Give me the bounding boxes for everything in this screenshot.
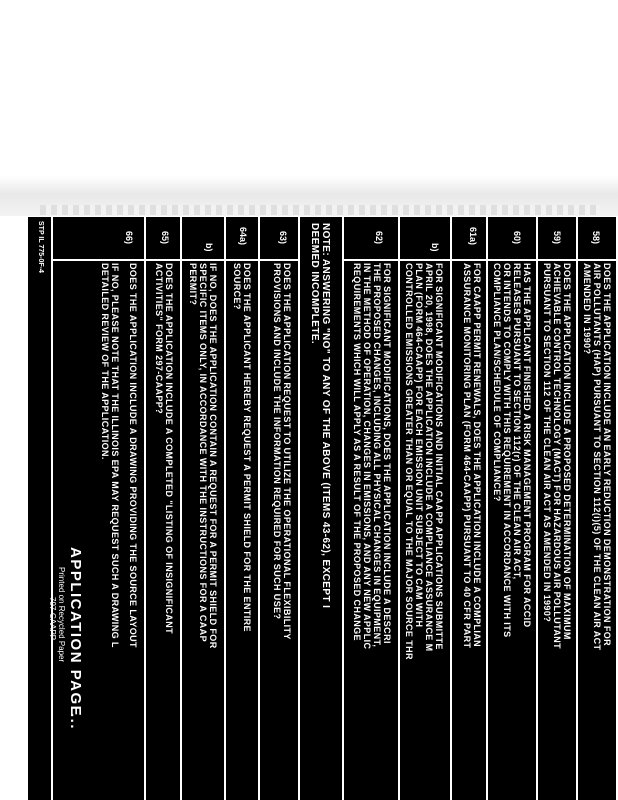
item-64b-number: b) — [204, 243, 214, 252]
item-66-line-2: IF NO, PLEASE NOTE THAT THE ILLINOIS EPA MAY REQUEST SUCH A DRAWING L — [110, 263, 120, 648]
item-64a-number: 64a) — [238, 227, 248, 246]
item-66-line-1: DOES THE APPLICATION INCLUDE A DRAWING PROVIDING THE SOURCE LAYOUT — [128, 263, 138, 648]
number-column-divider — [53, 259, 300, 261]
row-divider — [342, 217, 344, 800]
row-divider — [144, 217, 146, 800]
item-61a-line-1: FOR CAAPP PERMIT RENEWALS, DOES THE APPLICATION INCLUDE A COMPLIAN — [472, 263, 482, 648]
item-59-number: 59) — [552, 231, 562, 245]
item-61b-line-2: APRIL 20, 1998, DOES THE APPLICATION INCLUDE A COMPLIANCE ASSURANCE M — [424, 263, 434, 652]
item-59-line-1: DOES THE APPLICATION INCLUDE A PROPOSED DETERMINATION OF MAXIMUM — [562, 263, 572, 640]
item-61b-line-3: PLAN (FORM 464-CAAPP) FOR EACH EMISSION UNIT SUBJECT TO CAM WITH — [414, 263, 424, 628]
item-63-line-2: PROVISIONS AND INCLUDE THE INFORMATION REQUIRED FOR SUCH USE? — [272, 263, 282, 620]
item-59-line-2: ACHIEVABLE CONTROL TECHNOLOGY (MACT) FOR HAZARDOUS AIR POLLUTANT — [552, 263, 562, 650]
item-59-line-3: PURSUANT TO SECTION 112 OF THE CLEAN AIR ACT AS AMENDED IN 1990? — [542, 263, 552, 623]
item-60-line-4: COMPLIANCE PLAN/SCHEDULE OF COMPLIANCE? — [492, 263, 502, 502]
notice-line-1: NOTE: ANSWERING "NO" TO ANY OF THE ABOVE (ITEMS 43-62), EXCEPT I — [320, 223, 331, 609]
item-62-line-2: THE PROPOSED CHANGES, INCLUDING ALL PHYSICAL CHANGES IN EQUIPMENT, — [372, 263, 382, 648]
blank-top-margin — [0, 0, 618, 180]
row-divider — [224, 217, 226, 800]
item-63-line-1: DOES THE APPLICATION REQUEST TO UTILIZE THE OPERATIONAL FLEXIBILITY — [282, 263, 292, 640]
item-64b-line-2: SPECIFIC ITEMS ONLY, IN ACCORDANCE WITH THE INSTRUCTIONS FOR A CAAP — [198, 263, 208, 642]
page-title: APPLICATION PAGE — [67, 547, 84, 718]
row-divider — [398, 217, 400, 800]
item-60-line-2: RELEASES PURSUANT TO SECTION 112(r) OF THE CLEAN AIR ACT, — [512, 263, 522, 580]
form-code: 797-CAAPP — [48, 597, 57, 641]
item-64b-line-3: PERMIT? — [188, 263, 198, 306]
item-61b-number: b) — [430, 243, 440, 252]
item-62-line-1: FOR SIGNIFICANT MODIFICATIONS, DOES THE APPLICATION INCLUDE A DESCRI — [382, 263, 392, 644]
item-64a-line-1: DOES THE APPLICANT HEREBY REQUEST A PERMIT SHIELD FOR THE ENTIRE — [242, 263, 252, 632]
item-66-line-3: DETAILED REVIEW OF THE APPLICATION. — [100, 263, 110, 460]
frame-bottom-line — [51, 217, 53, 800]
row-divider — [536, 217, 538, 800]
row-divider — [576, 217, 578, 800]
item-58-number: 58) — [591, 231, 601, 245]
item-63-number: 63) — [278, 231, 288, 245]
scanned-form-page — [28, 217, 618, 800]
form-id: STP IL 775-0F-4 — [37, 221, 44, 273]
item-66-number: 66) — [124, 231, 134, 245]
item-60-line-1: HAS THE APPLICANT FINISHED A RISK MANAGEMENT PROGRAM FOR ACCID — [522, 263, 532, 628]
item-61a-number: 61a) — [468, 227, 478, 246]
item-62-line-3: IN THE METHOD OF OPERATION, CHANGES IN EMISSIONS, AND ANY NEW APPLIC — [362, 263, 372, 650]
rotated-form-content — [28, 217, 618, 800]
item-65-number: 65) — [160, 231, 170, 245]
item-61b-line-4: CONTROLLED EMISSIONS GREATER THAN OR EQUAL TO THE MAJOR SOURCE THR — [404, 263, 414, 660]
item-65-line-2: ACTIVITIES" FORM 297-CAAPP? — [154, 263, 164, 415]
item-64a-line-2: SOURCE? — [232, 263, 242, 310]
item-61b-line-1: FOR SIGNIFICANT MODIFICATIONS AND INITIAL CAAPP APPLICATIONS SUBMITTE — [434, 263, 444, 650]
item-58-line-2: AIR POLLUTANTS (HAP) PURSUANT TO SECTION 112(i)(5) OF THE CLEAN AIR ACT — [592, 263, 602, 651]
row-divider — [298, 217, 300, 800]
item-60-line-3: OR INTENDS TO COMPLY WITH THIS REQUIREMENT IN ACCORDANCE WITH ITS — [502, 263, 512, 638]
item-58-line-1: DOES THE APPLICATION INCLUDE AN EARLY REDUCTION DEMONSTRATION FOR — [602, 263, 612, 647]
item-61a-line-2: ASSURANCE MONITORING PLAN (FORM 464-CAAPP) PURSUANT TO 40 CFR PART — [462, 263, 472, 649]
row-divider — [450, 217, 452, 800]
row-divider — [486, 217, 488, 800]
row-divider — [258, 217, 260, 800]
notice-line-2: DEEMED INCOMPLETE. — [309, 223, 320, 345]
item-58-line-3: AMENDED IN 1990? — [582, 263, 592, 355]
page-title-suffix: ... — [67, 713, 84, 731]
item-60-number: 60) — [512, 231, 522, 245]
item-64b-line-1: IF NO, DOES THE APPLICATION CONTAIN A REQUEST FOR A PERMIT SHIELD FOR — [208, 263, 218, 649]
item-62-line-4: REQUIREMENTS WHICH WILL APPLY AS A RESULT OF THE PROPOSED CHANGE — [352, 263, 362, 641]
number-column-divider — [344, 259, 618, 261]
row-divider — [180, 217, 182, 800]
bleed-through-strip — [40, 205, 600, 215]
printed-on-recycled-paper: Printed on Recycled Paper — [57, 567, 66, 663]
item-65-line-1: DOES THE APPLICATION INCLUDE A COMPLETED "LISTING OF INSIGNIFICANT — [164, 263, 174, 635]
item-62-number: 62) — [374, 231, 384, 245]
